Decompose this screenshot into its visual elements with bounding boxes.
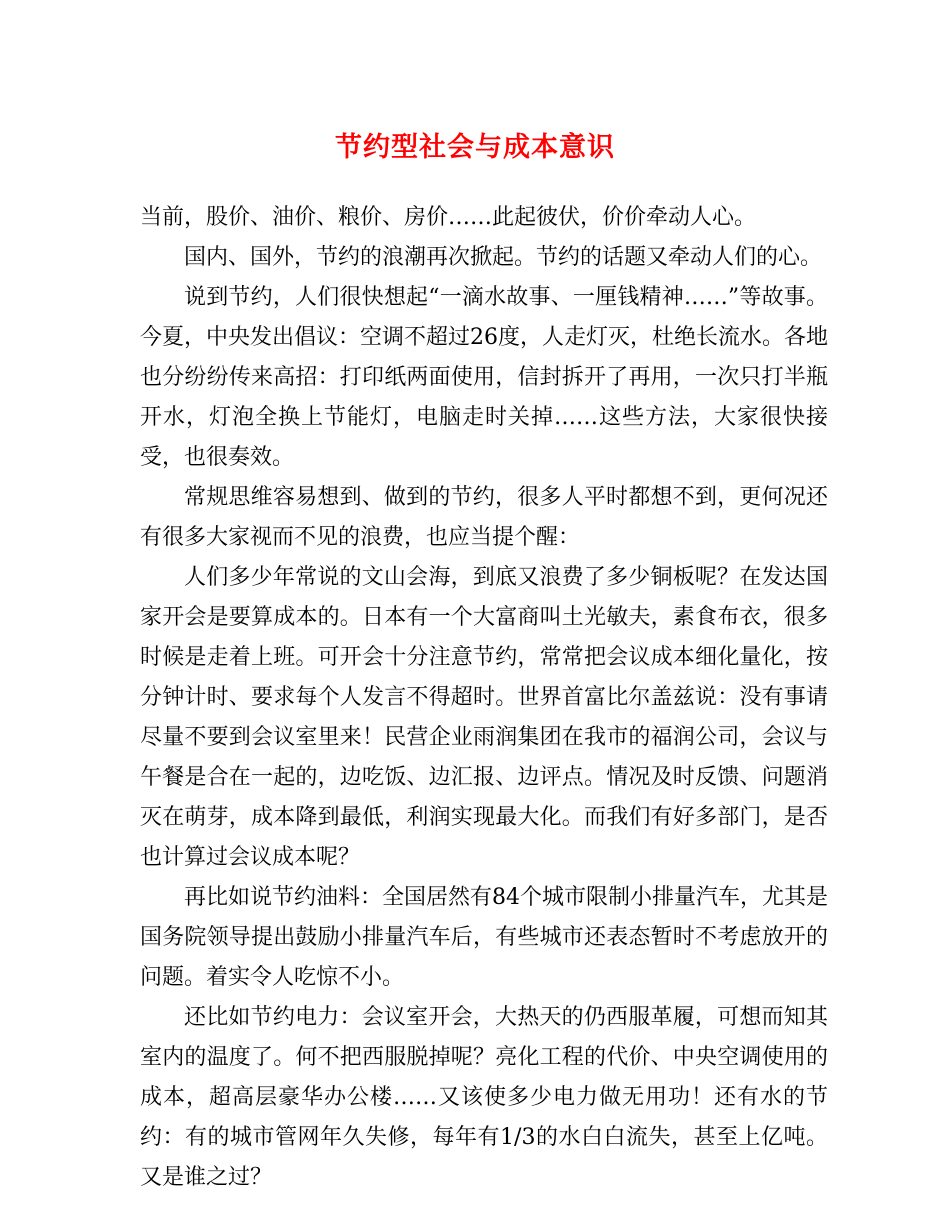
paragraph-2: 国内、国外，节约的浪潮再次掀起。节约的话题又牵动人们的心。 bbox=[184, 245, 823, 270]
document-body bbox=[140, 198, 828, 1198]
paragraph-1: 当前，股价、油价、粮价、房价……此起彼伏，价价牵动人心。 bbox=[140, 205, 757, 230]
paragraph-4: 常规思维容易想到、做到的节约，很多人平时都想不到，更何况还有很多大家视而不见的浪费，也应当提个醒： bbox=[140, 485, 828, 550]
document-title: 节约型社会与成本意识 bbox=[335, 132, 615, 163]
paragraph-3: 说到节约，人们很快想起“一滴水故事、一厘钱精神……”等故事。今夏，中央发出倡议：空调不超过26度，人走灯灭，杜绝长流水。各地也分纷纷传来高招：打印纸两面使用，信封拆开了再用，一次只打半瓶开水，灯泡全换上节能灯，电脑走时关掉……这些方法，大家很快接受，也很奏效。 bbox=[140, 285, 828, 470]
paragraph-7: 还比如节约电力：会议室开会，大热天的仍西服革履，可想而知其室内的温度了。何不把西服脱掉呢？亮化工程的代价、中央空调使用的成本，超高层豪华办公楼……又该使多少电力做无用功！还有水的节约：有的城市管网年久失修，每年有1/3的水白白流失，甚至上亿吨。又是谁之过？ bbox=[140, 1005, 828, 1190]
paragraph-6: 再比如说节约油料：全国居然有84个城市限制小排量汽车，尤其是国务院领导提出鼓励小排量汽车后，有些城市还表态暂时不考虑放开的问题。着实令人吃惊不小。 bbox=[140, 885, 828, 990]
paragraph-5: 人们多少年常说的文山会海，到底又浪费了多少铜板呢？在发达国家开会是要算成本的。日本有一个大富商叫土光敏夫，素食布衣，很多时候是走着上班。可开会十分注意节约，常常把会议成本细化量化，按分钟计时、要求每个人发言不得超时。世界首富比尔盖兹说：没有事请尽量不要到会议室里来！民营企业雨润集团在我市的福润公司，会议与午餐是合在一起的，边吃饭、边汇报、边评点。情况及时反馈、问题消灭在萌芽，成本降到最低，利润实现最大化。而我们有好多部门，是否也计算过会议成本呢？ bbox=[140, 565, 828, 870]
